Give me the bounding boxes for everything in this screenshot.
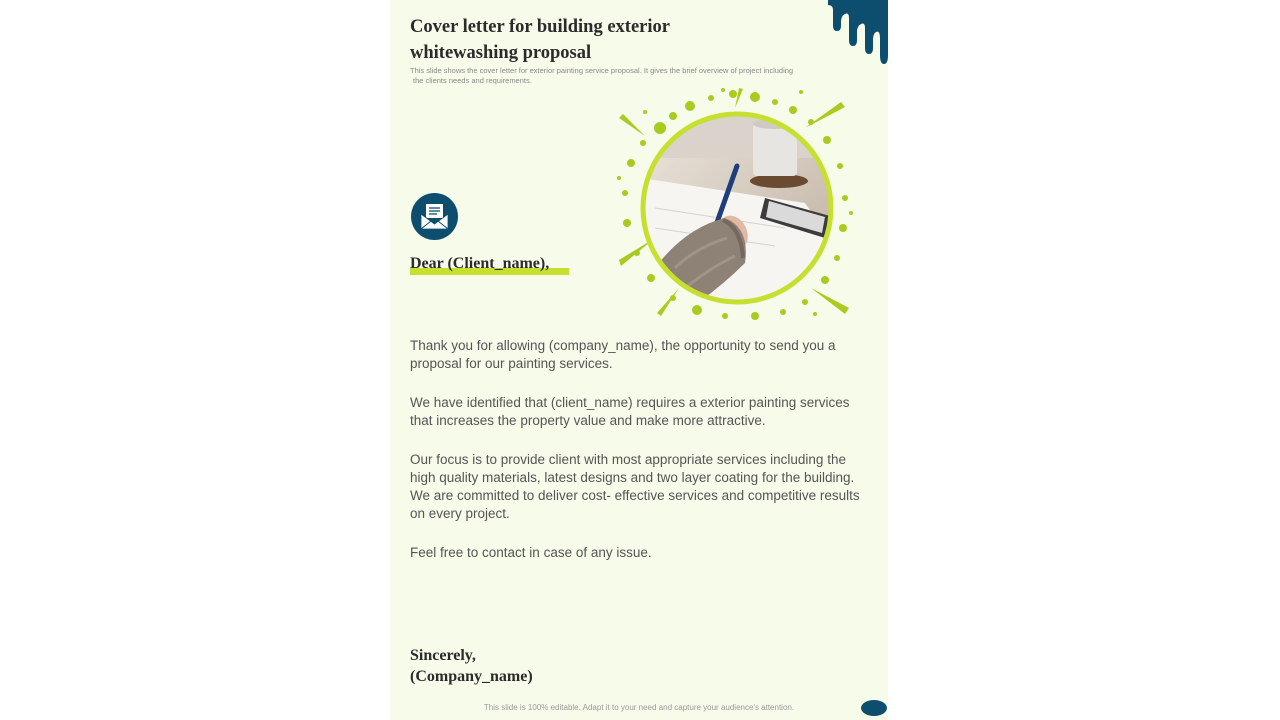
letter-paragraph-5: Feel free to contact in case of any issue. <box>410 545 652 560</box>
title-line-1: Cover letter for building exterior <box>410 17 670 37</box>
letter-paragraph-3: Our focus is to provide client with most appropriate services including the high quality materials, latest designs and two layer coating for the building. <box>410 452 855 485</box>
title-line-2: whitewashing proposal <box>410 43 592 63</box>
page-subtitle <box>410 66 850 86</box>
letter-page <box>390 0 888 720</box>
page-title <box>410 14 730 66</box>
letter-paragraph-1: Thank you for allowing (company_name), the opportunity to send you a proposal for our painting services. <box>410 338 836 371</box>
envelope-letter-icon <box>411 193 458 240</box>
subtitle-line-1: This slide shows the cover letter for exterior painting service proposal. It gives the brief overview of project including <box>410 66 794 75</box>
writing-hand-photo <box>615 88 855 320</box>
salutation: Dear (Client_name), <box>410 255 550 272</box>
paint-drip-decoration <box>828 0 888 70</box>
sender-name: (Company_name) <box>410 668 533 685</box>
paint-blob-decoration <box>860 699 888 717</box>
letter-paragraph-2: We have identified that (client_name) requires a exterior painting services that increases the property value and make more attractive. <box>410 395 850 428</box>
subtitle-line-2: the clients needs and requirements. <box>413 76 532 85</box>
letter-body <box>410 337 866 583</box>
letter-closing <box>410 645 533 687</box>
letter-paragraph-4: We are committed to deliver cost- effective services and competitive results on every project. <box>410 488 860 521</box>
sign-off: Sincerely, <box>410 647 476 664</box>
footer-note: This slide is 100% editable. Adapt it to your need and capture your audience's attention. <box>483 703 795 712</box>
